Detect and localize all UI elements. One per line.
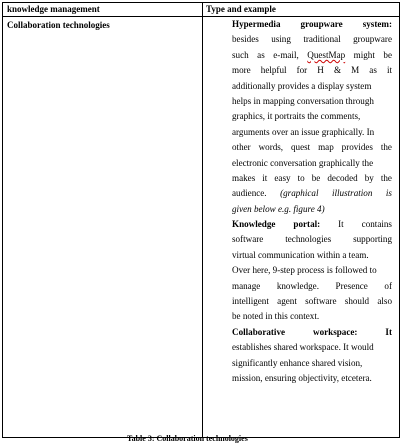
word: more: [232, 65, 251, 76]
word: groupware: [353, 34, 392, 45]
word: H: [317, 65, 324, 76]
word: of: [384, 280, 392, 291]
word: agent: [277, 296, 297, 307]
word: Collaborative: [232, 326, 286, 337]
word: Over here, 9-step process is followed to: [232, 265, 377, 276]
word: illustration: [331, 188, 373, 199]
word: workspace:: [313, 326, 358, 337]
word: (graphical: [280, 188, 319, 199]
paragraph-line: [232, 109, 392, 124]
paragraph-line: [232, 63, 392, 78]
word: as: [257, 49, 265, 60]
word: traditional: [303, 34, 341, 45]
paragraph-line: [232, 32, 392, 47]
paragraph-line: [232, 356, 392, 371]
word: electronic conversation graphically the: [232, 157, 374, 168]
word: provides: [341, 142, 373, 153]
paragraph-line: [232, 279, 392, 294]
word: be: [311, 172, 321, 183]
word: using: [271, 34, 291, 45]
word: such: [232, 49, 249, 60]
word: system:: [362, 19, 392, 29]
paragraph-line: [232, 94, 392, 109]
word: establishes shared workspace. It would: [232, 342, 374, 353]
word: contains: [361, 219, 392, 230]
paragraph-line: [232, 79, 392, 94]
paragraph-line: [232, 186, 392, 201]
paragraph-title-line: [232, 217, 392, 232]
word: given below e.g. figure 4): [232, 203, 325, 214]
word: the: [380, 142, 392, 153]
word: Hypermedia: [232, 19, 281, 29]
word: decoded: [327, 172, 358, 183]
word: also: [377, 296, 392, 307]
paragraph-line: [232, 125, 392, 140]
paragraph-line: [232, 248, 392, 263]
word: supporting: [353, 234, 392, 245]
word: for: [296, 65, 308, 76]
word: mission, ensuring objectivity, etcetera.: [232, 372, 372, 383]
word: it: [386, 65, 392, 76]
word: arguments over an issue graphically. In: [232, 126, 375, 137]
word: be: [383, 49, 392, 60]
word: helpful: [260, 65, 287, 76]
word: makes: [232, 172, 256, 183]
paragraph-title-line: [232, 17, 392, 32]
word: software: [232, 234, 264, 245]
paragraph-line: [232, 171, 392, 186]
word: Presence: [335, 280, 368, 291]
word: the: [380, 172, 392, 183]
column-divider: [202, 3, 203, 437]
word: manage: [232, 280, 261, 291]
word: should: [344, 296, 370, 307]
paragraph-line: [232, 202, 392, 217]
word: significantly enhance shared vision,: [232, 357, 363, 368]
category-cell: Collaboration technologies: [7, 20, 110, 30]
word: technologies: [285, 234, 332, 245]
header-type-and-example: Type and example: [206, 4, 276, 14]
word: graphics, it portraits the comments,: [232, 111, 361, 122]
word: besides: [232, 34, 259, 45]
word: audience.: [232, 188, 267, 199]
word: intelligent: [232, 296, 269, 307]
header-knowledge-management: knowledge management: [7, 4, 100, 14]
word: easy: [274, 172, 291, 183]
word: to: [297, 172, 305, 183]
paragraph-line: [232, 309, 392, 324]
word: be noted in this context.: [232, 311, 320, 322]
paragraph-line: [232, 156, 392, 171]
word: knowledge.: [276, 280, 319, 291]
word: It: [338, 219, 344, 230]
word: as: [369, 65, 377, 76]
word: by: [364, 172, 374, 183]
paragraph-line: [232, 371, 392, 386]
word: quest: [290, 142, 311, 153]
paragraph-title-line: [232, 325, 392, 340]
word: software: [305, 296, 337, 307]
paragraph-line: [232, 232, 392, 247]
word: groupware: [300, 19, 343, 29]
word: is: [385, 188, 392, 199]
word: M: [351, 65, 360, 76]
type-and-example-cell: [232, 17, 392, 386]
word: virtual communication within a team.: [232, 249, 369, 260]
paragraph-line: [232, 294, 392, 309]
word: portal:: [293, 219, 321, 230]
word: &: [333, 65, 342, 76]
word: It: [385, 326, 392, 337]
paragraph-line: [232, 140, 392, 155]
word: other: [232, 142, 251, 153]
word: it: [262, 172, 268, 183]
paragraph-line: [232, 48, 392, 63]
word: might: [353, 49, 375, 60]
paragraph-line: [232, 263, 392, 278]
word: helps in mapping conversation through: [232, 95, 374, 106]
word: Knowledge: [232, 219, 276, 230]
word: words,: [258, 142, 284, 153]
paragraph-line: [232, 340, 392, 355]
word: QuestMap: [307, 49, 346, 60]
table-caption: Table 3: Collaboration technologies: [127, 434, 248, 443]
word: additionally provides a display system: [232, 80, 372, 91]
word: map: [318, 142, 334, 153]
word: e-mail,: [273, 49, 299, 60]
